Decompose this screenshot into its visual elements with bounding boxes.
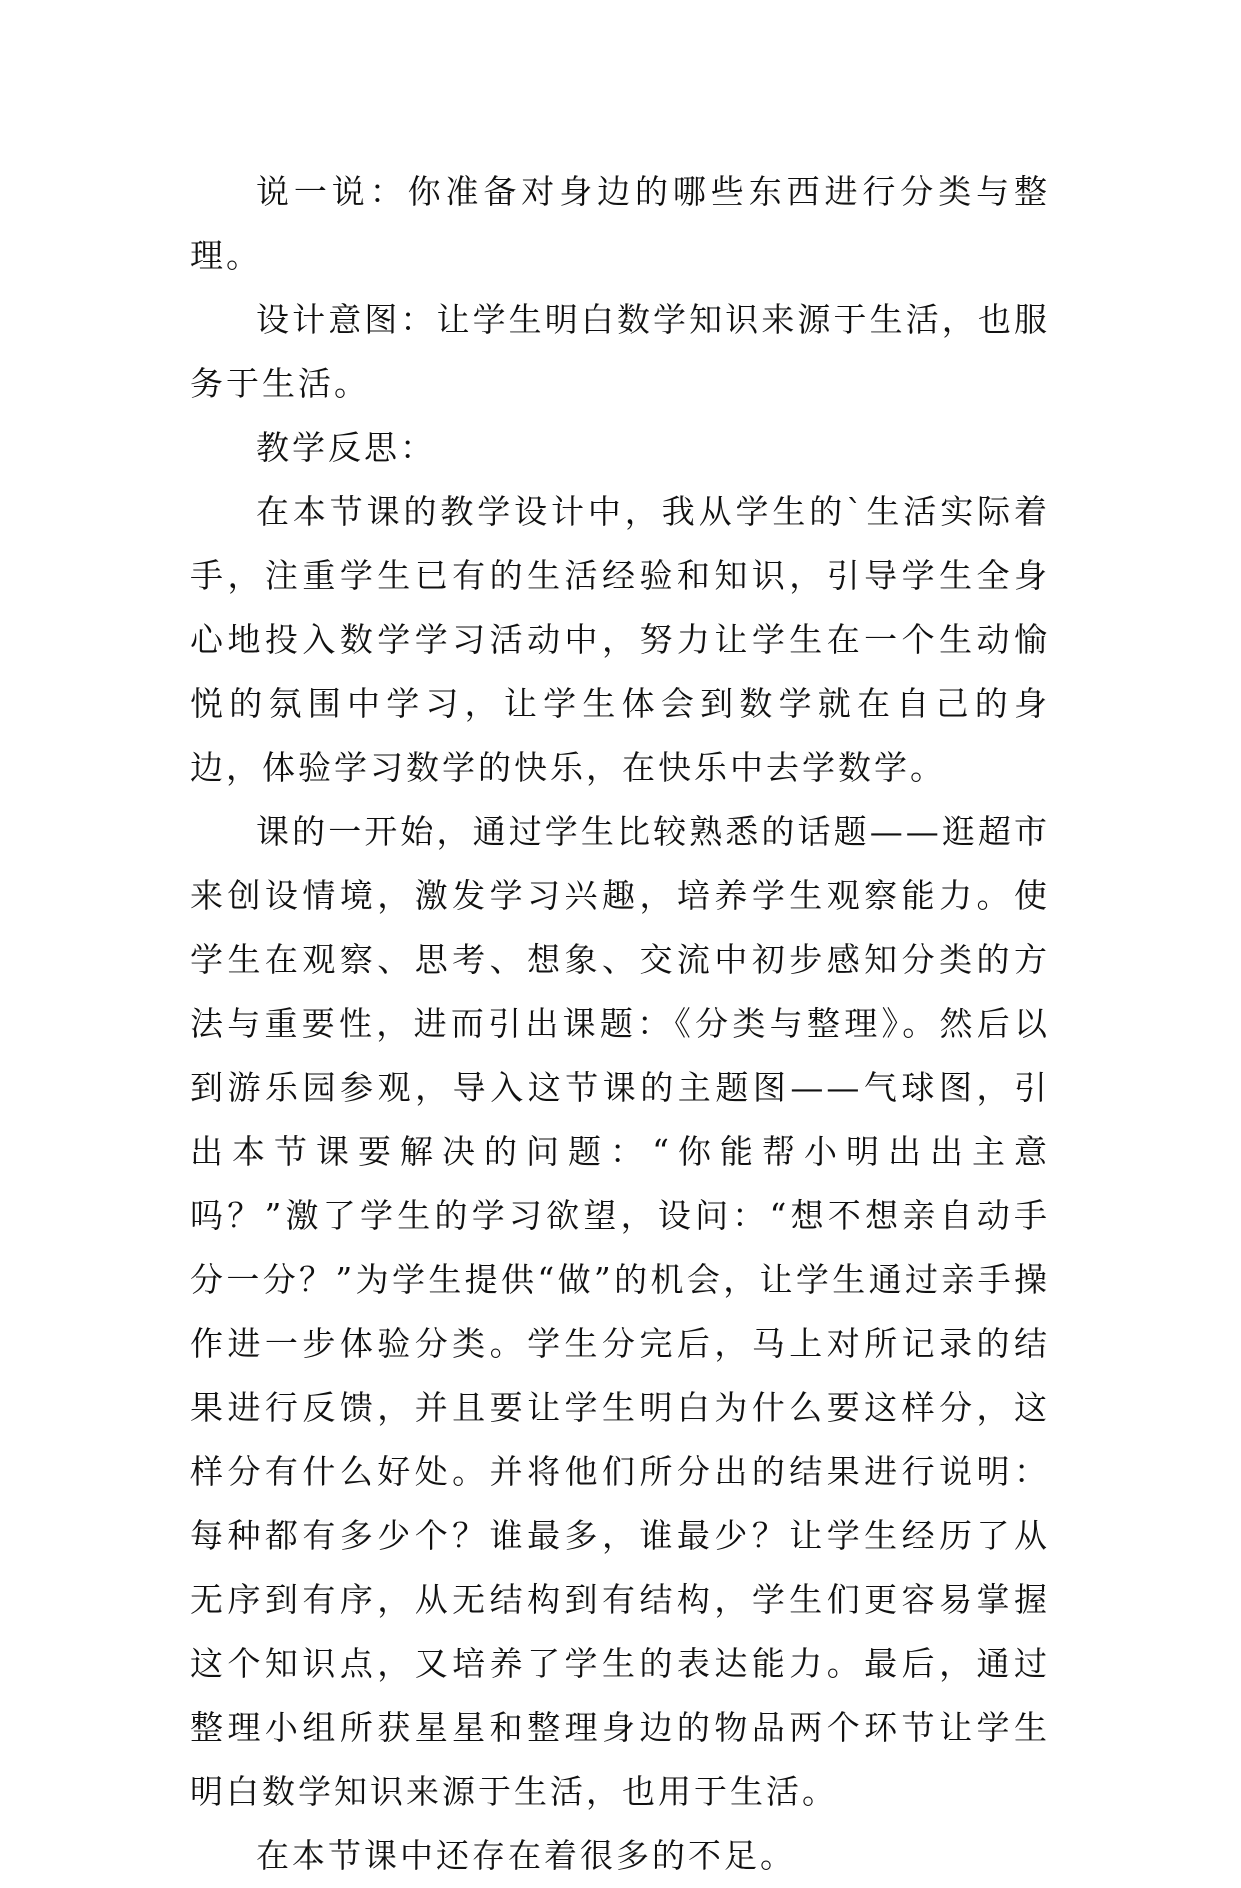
paragraph-design-intent: 设计意图：让学生明白数学知识来源于生活，也服务于生活。 (190, 300, 1050, 403)
paragraph-reflection-details: 课的一开始，通过学生比较熟悉的话题——逛超市来创设情境，激发学习兴趣，培养学生观察能力。使学生在观察、思考、想象、交流中初步感知分类的方法与重要性，进而引出课题：《分类与整理》。然后以到游乐园参观，导入这节课的主题图——气球图，引出本节课要解决的问题：“你能帮小明出出主意吗？”激了学生的学习欲望，设问：“想不想亲自动手分一分？”为学生提供“做”的机会，让学生通过亲手操作进一步体验分类。学生分完后，马上对所记录的结果进行反馈，并且要让学生明白为什么要这样分，这样分有什么好处。并将他们所分出的结果进行说明：每种都有多少个？谁最多，谁最少？让学生经历了从无序到有序，从无结构到有结构，学生们更容易掌握这个知识点，又培养了学生的表达能力。最后，通过整理小组所获星星和整理身边的物品两个环节让学生明白数学知识来源于生活，也用于生活。 (190, 812, 1050, 1811)
paragraph-reflection-intro: 在本节课的教学设计中，我从学生的`生活实际着手，注重学生已有的生活经验和知识，引导学生全身心地投入数学学习活动中，努力让学生在一个生动愉悦的氛围中学习，让学生体会到数学就在自己的身边，体验学习数学的快乐，在快乐中去学数学。 (190, 492, 1050, 787)
paragraph-shortcomings: 在本节课中还存在着很多的不足。 (256, 1836, 796, 1875)
document-body (190, 160, 1050, 1888)
paragraph-reflection-heading: 教学反思： (256, 428, 436, 467)
paragraph-discussion-prompt: 说一说：你准备对身边的哪些东西进行分类与整理。 (190, 172, 1050, 275)
